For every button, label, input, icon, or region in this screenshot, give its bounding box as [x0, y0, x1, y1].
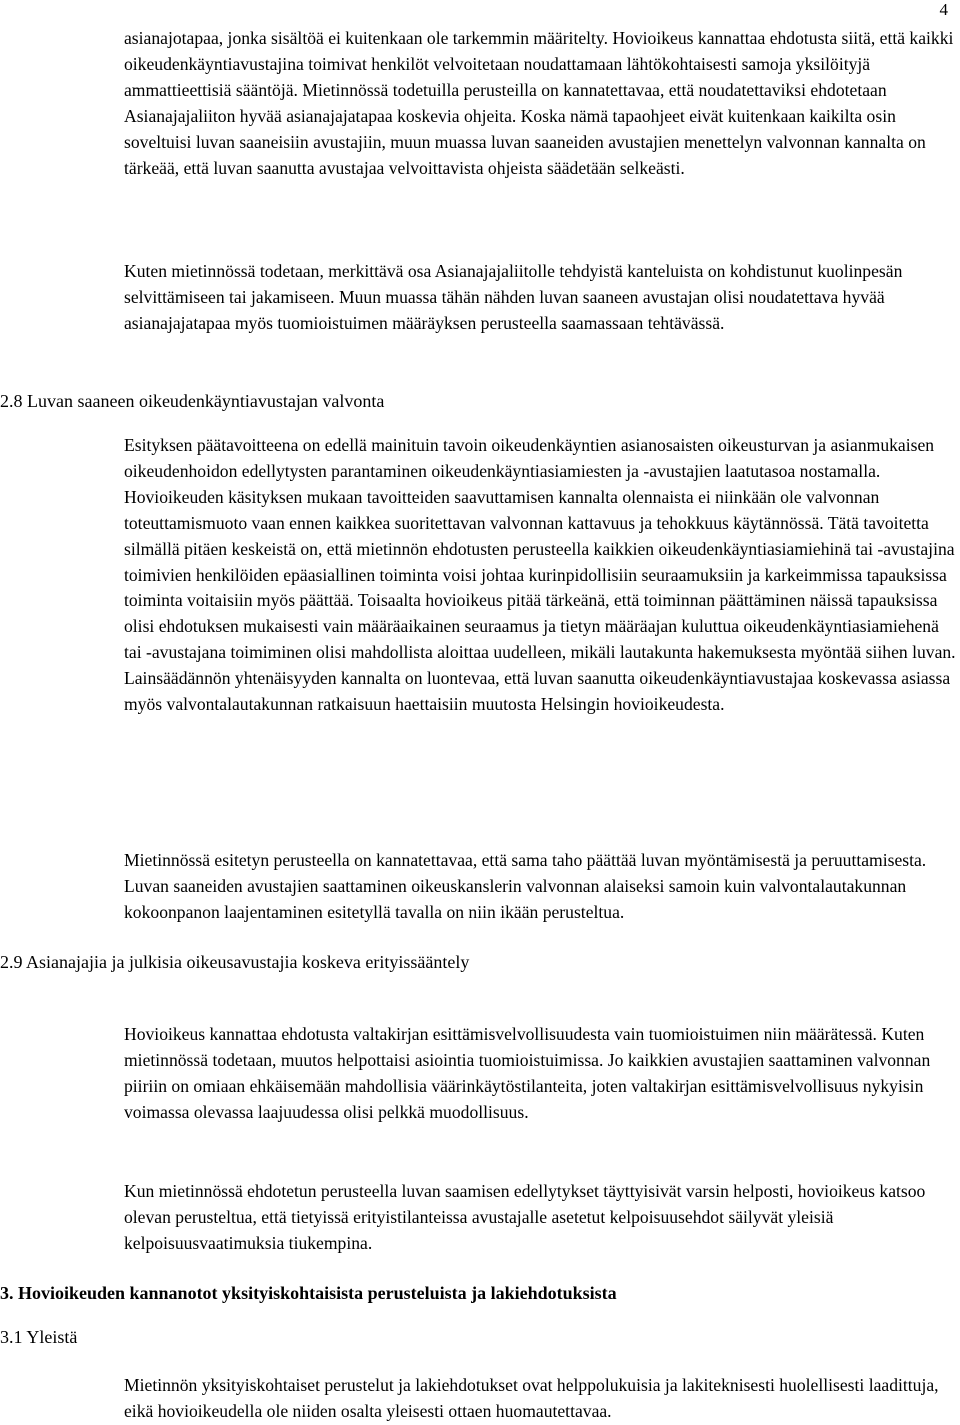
section-heading-2-9: 2.9 Asianajajia ja julkisia oikeusavustajia koskeva erityissääntely	[0, 952, 470, 972]
page-number: 4	[939, 0, 948, 19]
paragraph-yksityiskohtaiset-perustelut: Mietinnön yksityiskohtaiset perustelut ja lakiehdotukset ovat helppolukuisia ja lakiteknisesti huolellisesti laadittuja, eikä hovioikeudella ole niiden osalta yleisesti ottaen huomautettavaa.	[124, 1375, 939, 1421]
paragraph-valtakirja: Hovioikeus kannattaa ehdotusta valtakirjan esittämisvelvollisuudesta vain tuomioistuimen niin määrätessä. Kuten mietinnössä todetaan, muutos helpottaisi asiointia tuomioistuimissa. Jo kaikkien avustajien saattaminen valvonnan piiriin on omiaan ehkäisemään mahdollisia väärinkäytöstilanteita, joten valtakirjan esittämisvelvollisuus nykyisin voimassa olevassa laajuudessa olisi pelkkä muodollisuus.	[124, 1024, 931, 1122]
paragraph-luvan-myontaminen: Mietinnössä esitetyn perusteella on kannatettavaa, että sama taho päättää luvan myöntämisestä ja peruuttamisesta. Luvan saaneiden avustajien saattaminen oikeuskanslerin valvonnan alaiseksi samoin kuin valvontalautakunnan kokoonpanon laajentaminen esitetyllä tavalla on niin ikään perusteltua.	[124, 850, 927, 922]
section-heading-3-1: 3.1 Yleistä	[0, 1327, 78, 1347]
section-heading-2-8: 2.8 Luvan saaneen oikeudenkäyntiavustajan valvonta	[0, 391, 385, 411]
paragraph-kelpoisuusehdot: Kun mietinnössä ehdotetun perusteella luvan saamisen edellytykset täyttyisivät varsin helposti, hovioikeus katsoo olevan perusteltua, että tietyissä erityistilanteissa avustajalle asetetut kelpoisuusehdot säilyvät yleisiä kelpoisuusvaatimuksia tiukempina.	[124, 1181, 926, 1253]
paragraph-asianajotapa: asianajotapaa, jonka sisältöä ei kuitenkaan ole tarkemmin määritelty. Hovioikeus kannattaa ehdotusta siitä, että kaikki oikeudenkäyntiavustajina toimivat henkilöt velvoitetaan noudattamaan lähtökohtaisesti samoja yksilöityjä ammattieettisiä sääntöjä. Mietinnössä todetuilla perusteilla on kannatettavaa, että noudatettaviksi ehdotetaan Asianajajaliiton hyvää asianajajatapaa koskevia ohjeita. Koska nämä tapaohjeet eivät kuitenkaan kaikilta osin soveltuisi luvan saaneisiin avustajiin, muun muassa luvan saaneiden avustajien menettelyn valvonnan kannalta on tärkeää, että luvan saanutta avustajaa velvoittavista ohjeista säädetään selkeästi.	[124, 28, 954, 178]
paragraph-kuolinpesa: Kuten mietinnössä todetaan, merkittävä osa Asianajajaliitolle tehdyistä kanteluista on kohdistunut kuolinpesän selvittämiseen tai jakamiseen. Muun muassa tähän nähden luvan saaneen avustajan olisi noudatettava hyvää asianajajatapaa myös tuomioistuimen määräyksen perusteella saamassaan tehtävässä.	[124, 261, 903, 333]
paragraph-paatavoite: Esityksen päätavoitteena on edellä mainituin tavoin oikeudenkäyntien asianosaisten oikeusturvan ja asianmukaisen oikeudenhoidon edellytysten parantaminen oikeudenkäyntiasiamiesten ja -avustajien laatutasoa nostamalla. Hovioikeuden käsityksen mukaan tavoitteiden saavuttamisen kannalta olennaista ei niinkään ole valvonnan toteuttamismuoto vaan ennen kaikkea suoritettavan valvonnan kattavuus ja tehokkuus käytännössä. Tätä tavoitetta silmällä pitäen keskeistä on, että mietinnön ehdotusten perusteella kaikkien oikeudenkäyntiasiamiehinä tai -avustajina toimivien henkilöiden epäasiallinen toiminta voisi johtaa kurinpidollisiin seuraamuksiin ja karkeimmissa tapauksissa toiminta voitaisiin myös päättää. Toisaalta hovioikeus pitää tärkeänä, että toiminnan päättäminen näissä tapauksissa olisi ehdotuksen mukaisesti vain määräaikainen seuraamus ja tietyn määräajan kuluttua oikeudenkäyntiasiamiehenä tai -avustajana toimiminen olisi mahdollista aloittaa uudelleen, mikäli lautakunta hakemuksesta myöntää siihen luvan. Lainsäädännön yhtenäisyyden kannalta on luontevaa, että luvan saanutta oikeudenkäyntiavustajaa koskevassa asiassa myös valvontalautakunnan ratkaisuun haettaisiin muutosta Helsingin hovioikeudesta.	[124, 435, 956, 715]
section-heading-3: 3. Hovioikeuden kannanotot yksityiskohtaisista perusteluista ja lakiehdotuksista	[0, 1283, 617, 1303]
